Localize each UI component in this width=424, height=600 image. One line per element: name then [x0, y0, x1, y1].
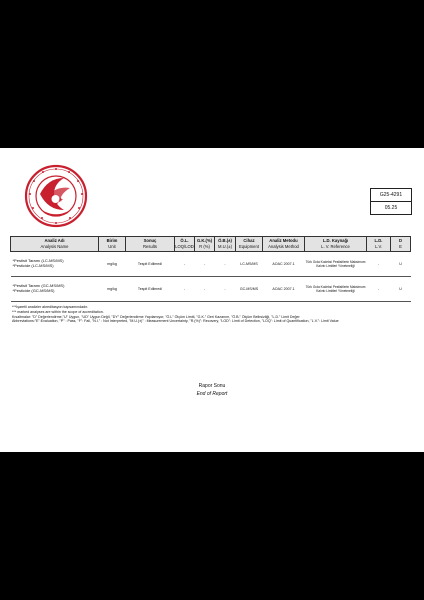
- method-cell: AOAC 2007.1: [263, 277, 305, 302]
- header-recovery: G.K.(%) R (%): [195, 237, 215, 252]
- unit-cell: mg/kg: [99, 277, 126, 302]
- header-unit: Birim Unit: [99, 237, 126, 252]
- evaluation-cell: U: [391, 277, 411, 302]
- ministry-seal-logo: [24, 164, 88, 228]
- header-evaluation: D E: [391, 237, 411, 252]
- header-equipment: Cihaz Equipment: [236, 237, 263, 252]
- header-method: Analiz Metodu Analysis Method: [263, 237, 305, 252]
- table-header-row: [11, 237, 411, 252]
- header-loq: Ö.L. LOQ/LOD: [175, 237, 195, 252]
- header-uncertainty: Ö.B.(±) M.U.(±): [215, 237, 236, 252]
- results-table: [10, 236, 411, 302]
- report-code: G25-4291: [379, 192, 403, 198]
- letterbox-bottom: [0, 452, 424, 600]
- lv-reference-cell: Türk Gıda Kodeksi Pestisitlerin Maksimum Kalıntı Limitleri Yönetmeliği: [305, 277, 367, 302]
- uncertainty-cell: -: [215, 252, 236, 277]
- result-cell: Tespit Edilmedi: [126, 277, 175, 302]
- end-of-report-en: End of Report: [196, 391, 228, 397]
- recovery-cell: -: [195, 252, 215, 277]
- header-lv-reference: L.D. Kaynağı L. V. Reference: [305, 237, 367, 252]
- table-row: [11, 252, 411, 277]
- header-analysis-name: Analiz Adı Analysis Name: [11, 237, 99, 252]
- lv-reference-cell: Türk Gıda Kodeksi Pestisitlerin Maksimum Kalıntı Limitleri Yönetmeliği: [305, 252, 367, 277]
- end-of-report: [0, 382, 424, 398]
- header-results: Sonuç Results: [126, 237, 175, 252]
- method-cell: AOAC 2007.1: [263, 252, 305, 277]
- header-lv: L.D. L.V.: [367, 237, 391, 252]
- equipment-cell: LC-MS/MS: [236, 252, 263, 277]
- accreditation-note-en: *** marked analyses are within the scope of accreditation.: [12, 309, 104, 314]
- end-of-report-tr: Rapor Sonu: [198, 383, 226, 389]
- letterbox-top: [0, 0, 424, 148]
- lv-cell: -: [367, 277, 391, 302]
- lv-cell: -: [367, 252, 391, 277]
- analysis-name-cell: *Pestisit Taramı (GC-MS/MS) *Pesticide (GC-MS/MS): [11, 277, 99, 302]
- accreditation-note-tr: ***İşaretli analizler akreditasyon kapsamındadır.: [12, 305, 89, 309]
- report-page: [0, 148, 424, 452]
- report-reference-box: [370, 188, 412, 215]
- unit-cell: mg/kg: [99, 252, 126, 277]
- abbreviations-en: Abbreviations:"E":Evaluation, "P" : Pass, "F": Fail, "N.I." : Not Interpreted, "M.U.(±)" : Measurement Uncertainty, "R.(%)": Recovery, "LOD": Limit of Detection, "LOQ": Limit of Quantification, "L.V.": Limit Value: [12, 319, 339, 324]
- result-cell: Tespit Edilmedi: [126, 252, 175, 277]
- equipment-cell: GC-MS/MS: [236, 277, 263, 302]
- report-version: 05.25: [371, 201, 411, 214]
- loq-cell: -: [175, 277, 195, 302]
- loq-cell: -: [175, 252, 195, 277]
- analysis-name-cell: *Pestisit Taramı (LC-MS/MS) *Pesticide (LC-MS/MS): [11, 252, 99, 277]
- table-row: [11, 277, 411, 302]
- uncertainty-cell: -: [215, 277, 236, 302]
- footnotes: [12, 305, 422, 324]
- abbreviations-tr: Kısaltmalar: "D" Değerlendirme,"U" Uygun, "UD" Uygun Değil, "DY" Değerlendirme Yapılamıyor, "Ö.L" Ölçüm Limiti, "G.K." Geri Kazanım, "Ö.B." Ölçüm Belirsizliği, "L.D." Limit Değer: [12, 314, 300, 319]
- evaluation-cell: U: [391, 252, 411, 277]
- recovery-cell: -: [195, 277, 215, 302]
